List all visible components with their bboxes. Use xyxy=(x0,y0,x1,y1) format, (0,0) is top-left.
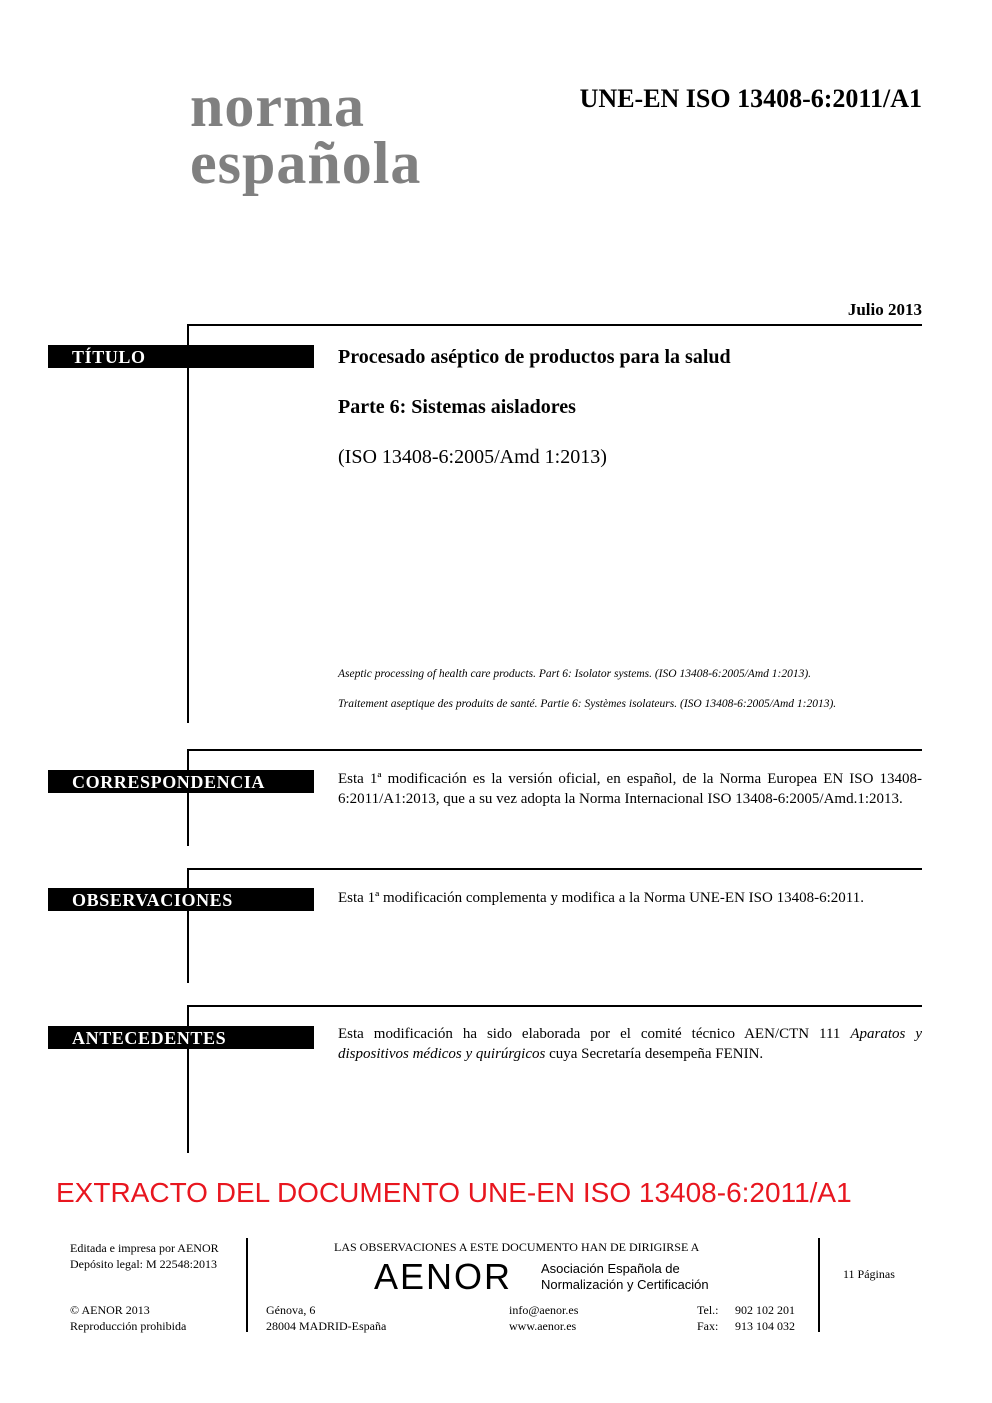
section-vertical-rule xyxy=(187,868,189,983)
observaciones-text: Esta 1ª modificación complementa y modifica a la Norma UNE-EN ISO 13408-6:2011. xyxy=(338,890,864,906)
tel-label: Tel.: xyxy=(697,1303,719,1317)
observations-notice: LAS OBSERVACIONES A ESTE DOCUMENTO HAN DE DIRIGIRSE A xyxy=(334,1240,700,1254)
reproduction-notice: Reproducción prohibida xyxy=(70,1319,187,1333)
edited-by: Editada e impresa por AENOR xyxy=(70,1241,219,1255)
tel-number: 902 102 201 xyxy=(735,1303,795,1317)
section-vertical-rule xyxy=(187,749,189,846)
aenor-logo: AENOR xyxy=(374,1256,513,1297)
antecedentes-text-end: cuya Secretaría desempeña FENIN. xyxy=(545,1046,764,1062)
section-divider xyxy=(187,1005,922,1007)
extract-banner: EXTRACTO DEL DOCUMENTO UNE-EN ISO 13408-6:2011/A1 xyxy=(56,1177,852,1208)
observaciones-label: OBSERVACIONES xyxy=(48,888,314,911)
title-part: Parte 6: Sistemas aisladores xyxy=(338,396,576,418)
footer-divider xyxy=(818,1238,820,1332)
fax-label: Fax: xyxy=(697,1319,719,1333)
title-french: Traitement aseptique des produits de santé. Partie 6: Systèmes isolateurs. (ISO 13408-6:2005/Amd 1:2013). xyxy=(338,698,837,710)
publication-date: Julio 2013 xyxy=(847,300,922,319)
committee-name: Aparatos y dispositivos médicos y quirúrgicos xyxy=(338,1026,923,1062)
phone-numbers xyxy=(735,1302,795,1334)
address xyxy=(266,1302,386,1334)
copyright-info xyxy=(70,1302,186,1334)
aenor-full-name xyxy=(541,1261,709,1293)
norma-espanola-title xyxy=(190,73,422,196)
legal-deposit: Depósito legal: M 22548:2013 xyxy=(70,1257,217,1271)
page-count: 11 Páginas xyxy=(843,1267,895,1281)
phone-labels xyxy=(697,1302,719,1334)
norma-line: norma xyxy=(190,73,365,139)
section-divider xyxy=(187,324,922,326)
section-divider xyxy=(187,749,922,751)
antecedentes-text xyxy=(338,1024,922,1064)
contact-online xyxy=(509,1302,578,1334)
antecedentes-text-start: Esta modificación ha sido elaborada por el comité técnico AEN/CTN 111 xyxy=(338,1026,851,1042)
fax-number: 913 104 032 xyxy=(735,1319,795,1333)
title-english: Aseptic processing of health care products. Part 6: Isolator systems. (ISO 13408-6:2005/Amd 1:2013). xyxy=(338,668,812,680)
aenor-name-line1: Asociación Española de xyxy=(541,1261,680,1276)
titulo-label: TÍTULO xyxy=(48,345,314,368)
email-link[interactable]: info@aenor.es xyxy=(509,1303,579,1317)
title-spanish: Procesado aséptico de productos para la salud xyxy=(338,346,731,368)
copyright: © AENOR 2013 xyxy=(70,1303,150,1317)
website-link[interactable]: www.aenor.es xyxy=(509,1319,577,1333)
publisher-info xyxy=(70,1240,219,1272)
espanola-line: española xyxy=(190,130,422,196)
footer-divider xyxy=(246,1238,248,1332)
aenor-name-line2: Normalización y Certificación xyxy=(541,1277,709,1292)
street: Génova, 6 xyxy=(266,1303,316,1317)
city: 28004 MADRID-España xyxy=(266,1319,387,1333)
antecedentes-label: ANTECEDENTES xyxy=(48,1026,314,1049)
correspondencia-label: CORRESPONDENCIA xyxy=(48,770,314,793)
correspondencia-text: Esta 1ª modificación es la versión oficial, en español, de la Norma Europea EN ISO 13408-6:2011/A1:2013, que a su vez adopta la Norma Internacional ISO 13408-6:2005/Amd.1:2013. xyxy=(338,771,922,807)
section-vertical-rule xyxy=(187,324,189,723)
title-iso-reference: (ISO 13408-6:2005/Amd 1:2013) xyxy=(338,446,607,468)
standard-code: UNE-EN ISO 13408-6:2011/A1 xyxy=(579,84,922,113)
section-divider xyxy=(187,868,922,870)
